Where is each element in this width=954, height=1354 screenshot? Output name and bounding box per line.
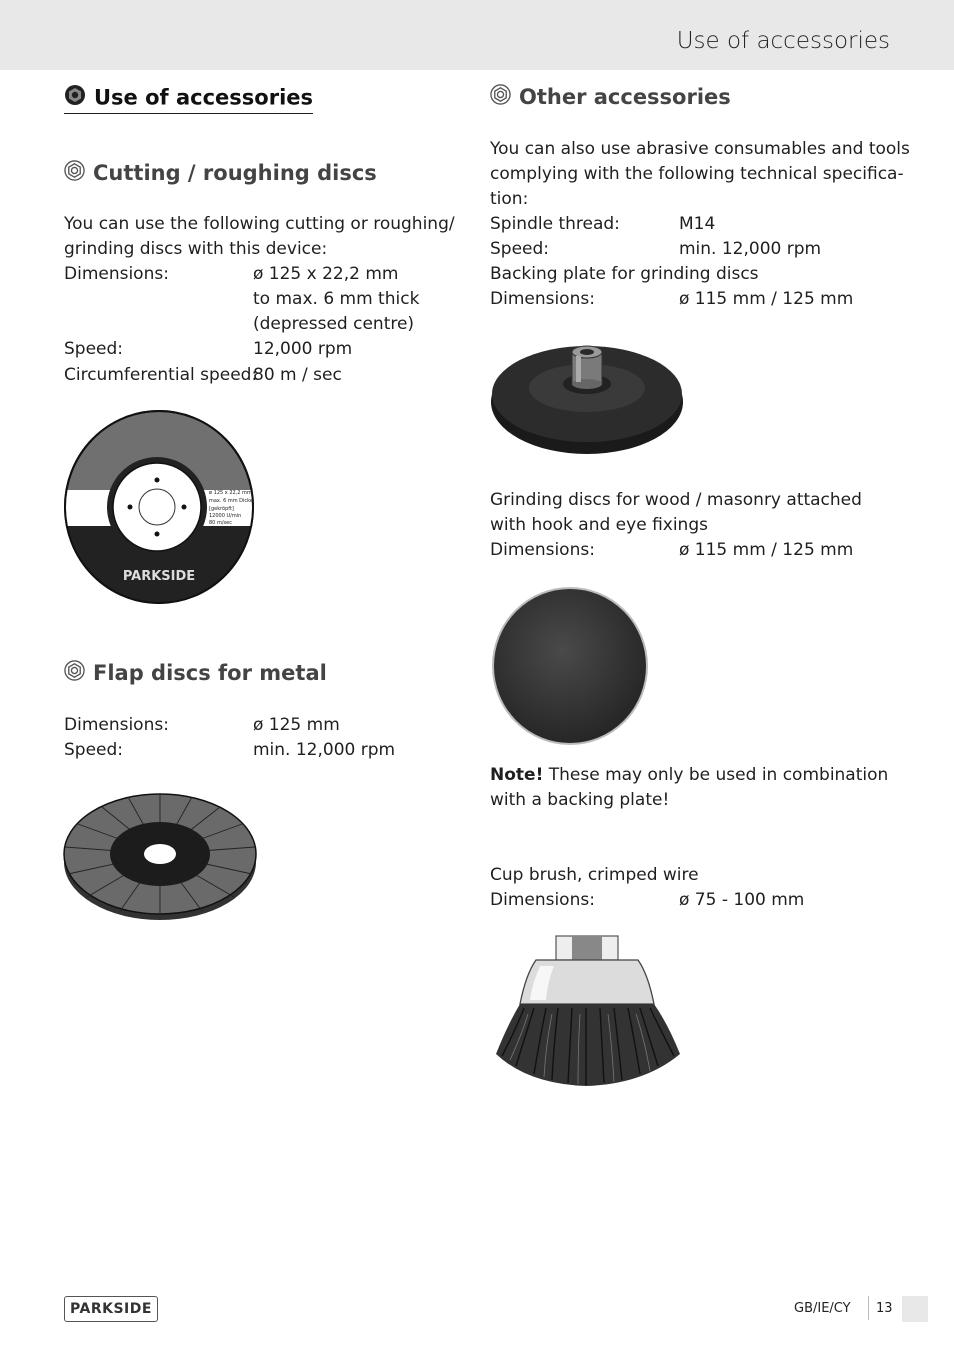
disc-brand: PARKSIDE [122,569,196,584]
disc-label-line: ø 125 x 22,2 mm [209,490,252,496]
spec-value: min. 12,000 rpm [253,740,396,760]
nut-outline-icon [490,84,511,110]
nut-outline-icon [64,660,85,686]
flap-heading-text: Flap discs for metal [93,661,327,685]
note-label: Note! [490,765,544,785]
spec-label: Circumferential speed: [64,365,258,385]
grinding-disc-image [490,586,650,746]
spec-value: to max. 6 mm thick [253,289,420,309]
other-heading [490,84,731,110]
spec-label: Spindle thread: [490,214,620,234]
spec-value: 80 m / sec [253,365,342,385]
cutting-heading-text: Cutting / roughing discs [93,161,377,185]
note-text: with a backing plate! [490,790,670,810]
spec-value: ø 115 mm / 125 mm [679,540,854,560]
cup-brush-title: Cup brush, crimped wire [490,865,699,885]
grinding-discs-line: with hook and eye fixings [490,515,708,535]
page-number: 13 [876,1301,893,1316]
flap-heading [64,660,327,686]
cup-brush-image [488,934,688,1088]
spec-value: ø 75 - 100 mm [679,890,805,910]
other-heading-text: Other accessories [519,85,731,109]
spec-label: Dimensions: [490,289,595,309]
footer-region: GB/IE/CY [794,1301,851,1316]
disc-label-line: 80 m/sec [209,520,232,526]
nut-outline-icon [64,160,85,186]
grinding-discs-line: Grinding discs for wood / masonry attached [490,490,862,510]
disc-label-line: max. 6 mm Dicke [209,498,253,504]
note [490,763,888,813]
disc-label-line: [gekröpft] [209,506,234,512]
disc-label-line: 12000 U/min [209,513,242,519]
cutting-intro-line: grinding discs with this device: [64,239,328,259]
spec-label: Dimensions: [490,540,595,560]
spec-value: ø 125 x 22,2 mm [253,264,399,284]
grinding-discs-desc [490,488,862,538]
spec-label: Dimensions: [64,264,169,284]
main-heading-text: Use of accessories [94,85,314,110]
cutting-intro-line: You can use the following cutting or roughing/ [64,214,455,234]
spec-label: Speed: [490,239,550,259]
spec-value: min. 12,000 rpm [679,239,822,259]
footer-divider [868,1296,869,1320]
footer-tab [902,1296,928,1322]
cutting-disc-image [64,410,254,606]
main-heading [64,84,313,114]
running-title: Use of accessories [676,28,890,54]
other-intro-line: tion: [490,189,529,209]
brand-logo: PARKSIDE [64,1296,158,1322]
spec-value: (depressed centre) [253,314,415,334]
spec-value: 12,000 rpm [253,339,353,359]
spec-label: Dimensions: [64,715,169,735]
flap-disc-image [62,782,260,926]
spec-value: ø 125 mm [253,715,340,735]
note-text: These may only be used in combination [543,765,889,785]
backing-plate-title: Backing plate for grinding discs [490,264,759,284]
cutting-heading [64,160,377,186]
other-intro [490,137,910,212]
spec-label: Speed: [64,339,124,359]
spec-value: M14 [679,214,716,234]
other-intro-line: You can also use abrasive consumables and tools [490,139,910,159]
filled-nut-icon [64,84,86,111]
spec-label: Speed: [64,740,124,760]
backing-plate-image [490,334,686,456]
cutting-intro [64,212,455,262]
spec-label: Dimensions: [490,890,595,910]
other-intro-line: complying with the following technical specifica- [490,164,904,184]
spec-value: ø 115 mm / 125 mm [679,289,854,309]
